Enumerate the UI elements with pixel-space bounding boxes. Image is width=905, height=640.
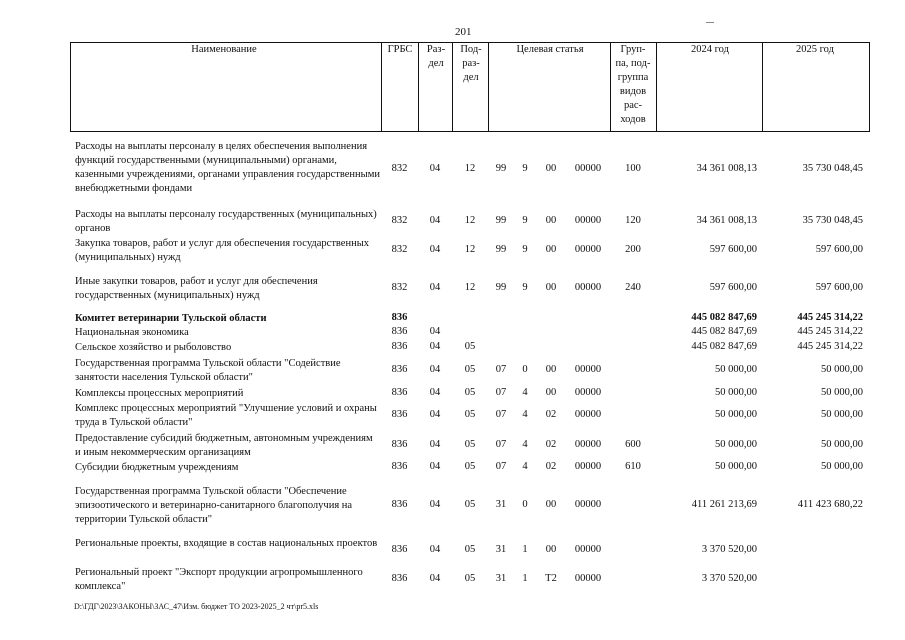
cell-grbs: 836 (391, 409, 408, 420)
cell-amount-2024: 445 082 847,69 (691, 341, 757, 352)
cell-razdel: 04 (429, 215, 441, 226)
cell-name: Закупка товаров, работ и услуг для обеспечения государственных (муниципальных) нужд (75, 238, 370, 263)
cell-amount-2024: 445 082 847,69 (691, 326, 757, 337)
cell-amount-2025: 35 730 048,45 (802, 215, 863, 226)
cell-podrazdel: 05 (464, 409, 476, 420)
table-row (0, 461, 905, 475)
cell-grbs: 832 (391, 282, 408, 293)
cell-name: Субсидии бюджетным учреждениям (75, 462, 239, 473)
cell-podrazdel: 05 (464, 364, 476, 375)
cell-expense-group: 600 (625, 439, 641, 450)
cell-target-event: 00 (545, 215, 557, 226)
cell-target-subprogram: 4 (522, 387, 528, 398)
cell-target-event: 00 (545, 364, 557, 375)
table-border-right (869, 42, 870, 131)
cell-target-subprogram: 1 (522, 544, 528, 555)
table-row (0, 357, 905, 385)
cell-podrazdel: 05 (464, 573, 476, 584)
cell-amount-2024: 50 000,00 (715, 364, 757, 375)
cell-target-direction: 00000 (574, 544, 602, 555)
col-divider (656, 42, 657, 131)
cell-target-program: 99 (495, 282, 507, 293)
table-row (0, 275, 905, 303)
header-target-article: Целевая статья (516, 44, 584, 55)
cell-razdel: 04 (429, 244, 441, 255)
cell-target-direction: 00000 (574, 215, 602, 226)
cell-podrazdel: 12 (464, 282, 476, 293)
cell-razdel: 04 (429, 341, 441, 352)
table-row (0, 566, 905, 594)
cell-podrazdel: 05 (464, 544, 476, 555)
cell-amount-2025: 445 245 314,22 (797, 341, 863, 352)
cell-razdel: 04 (429, 364, 441, 375)
cell-grbs: 836 (391, 573, 408, 584)
cell-amount-2025: 411 423 680,22 (797, 499, 863, 510)
cell-grbs: 836 (391, 312, 408, 323)
cell-target-event: 00 (545, 282, 557, 293)
cell-podrazdel: 05 (464, 439, 476, 450)
cell-amount-2025: 597 600,00 (815, 244, 863, 255)
cell-target-subprogram: 9 (522, 282, 528, 293)
cell-target-event: 00 (545, 244, 557, 255)
cell-expense-group: 610 (625, 461, 641, 472)
header-razdel: Раз- дел (426, 44, 446, 69)
cell-amount-2024: 50 000,00 (715, 409, 757, 420)
col-divider (452, 42, 453, 131)
cell-name: Государственная программа Тульской области "Обеспечение эпизоотического и ветеринарно-санитарного благополучия на территории Тульской области" (75, 486, 353, 525)
cell-target-direction: 00000 (574, 282, 602, 293)
cell-target-program: 31 (495, 573, 507, 584)
cell-podrazdel: 05 (464, 461, 476, 472)
cell-target-event: 02 (545, 409, 557, 420)
cell-razdel: 04 (429, 326, 441, 337)
cell-target-program: 07 (495, 364, 507, 375)
header-bottom-border (70, 131, 870, 132)
cell-amount-2025: 35 730 048,45 (802, 163, 863, 174)
table-row (0, 387, 905, 401)
cell-target-program: 07 (495, 461, 507, 472)
cell-target-program: 31 (495, 544, 507, 555)
cell-target-subprogram: 0 (522, 499, 528, 510)
page-number: 201 (455, 26, 472, 38)
header-grbs: ГРБС (387, 44, 413, 55)
cell-target-direction: 00000 (574, 387, 602, 398)
cell-expense-group: 120 (625, 215, 641, 226)
cell-target-direction: 00000 (574, 244, 602, 255)
cell-amount-2024: 3 370 520,00 (701, 544, 757, 555)
cell-razdel: 04 (429, 409, 441, 420)
stray-mark (706, 22, 714, 23)
cell-target-direction: 00000 (574, 364, 602, 375)
cell-name: Национальная экономика (75, 327, 189, 338)
cell-expense-group: 240 (625, 282, 641, 293)
cell-target-event: 00 (545, 163, 557, 174)
cell-target-subprogram: 4 (522, 409, 528, 420)
cell-target-direction: 00000 (574, 439, 602, 450)
header-year-2025: 2025 год (796, 44, 834, 55)
col-divider (381, 42, 382, 131)
cell-grbs: 836 (391, 341, 408, 352)
cell-grbs: 836 (391, 326, 408, 337)
cell-podrazdel: 05 (464, 387, 476, 398)
cell-expense-group: 100 (625, 163, 641, 174)
cell-target-event: 00 (545, 499, 557, 510)
cell-name: Комитет ветеринарии Тульской области (75, 313, 267, 324)
cell-grbs: 836 (391, 461, 408, 472)
cell-podrazdel: 05 (464, 499, 476, 510)
table-row (0, 402, 905, 430)
cell-grbs: 836 (391, 364, 408, 375)
cell-grbs: 836 (391, 499, 408, 510)
table-row (0, 237, 905, 265)
cell-target-direction: 00000 (574, 409, 602, 420)
table-row (0, 485, 905, 527)
cell-name: Комплекс процессных мероприятий "Улучшение условий и охраны труда в Тульской области" (75, 403, 377, 428)
header-name: Наименование (191, 44, 257, 55)
cell-target-program: 07 (495, 409, 507, 420)
cell-name: Сельское хозяйство и рыболовство (75, 342, 232, 353)
cell-amount-2025: 50 000,00 (821, 461, 863, 472)
cell-name: Государственная программа Тульской области "Содействие занятости населения Тульской области" (75, 358, 341, 383)
cell-razdel: 04 (429, 282, 441, 293)
table-row (0, 432, 905, 460)
file-path-footer: D:\ГДГ\2023\ЗАКОНЫ\ЗАС_47\Изм. бюджет ТО 2023-2025_2 чт\pr5.xls (74, 602, 319, 611)
cell-grbs: 836 (391, 439, 408, 450)
cell-grbs: 836 (391, 544, 408, 555)
cell-target-subprogram: 1 (522, 573, 528, 584)
cell-amount-2024: 34 361 008,13 (696, 215, 757, 226)
cell-grbs: 832 (391, 244, 408, 255)
cell-target-subprogram: 9 (522, 244, 528, 255)
cell-amount-2024: 445 082 847,69 (691, 312, 757, 323)
cell-target-direction: 00000 (574, 163, 602, 174)
cell-grbs: 832 (391, 163, 408, 174)
cell-target-direction: 00000 (574, 461, 602, 472)
cell-target-event: 02 (545, 439, 557, 450)
cell-amount-2024: 597 600,00 (709, 244, 757, 255)
col-divider (418, 42, 419, 131)
cell-name: Комплексы процессных мероприятий (75, 388, 244, 399)
cell-target-direction: 00000 (574, 573, 602, 584)
cell-name: Региональный проект "Экспорт продукции агропромышленного комплекса" (75, 567, 363, 592)
cell-grbs: 832 (391, 215, 408, 226)
cell-name: Расходы на выплаты персоналу государственных (муниципальных) органов (75, 209, 377, 234)
cell-amount-2024: 50 000,00 (715, 461, 757, 472)
cell-target-subprogram: 4 (522, 461, 528, 472)
cell-name: Расходы на выплаты персоналу в целях обеспечения выполнения функций государственными (муниципальными) органами, казенными учреждениями, органами управления государственными внебюджетными фондами (75, 141, 380, 194)
cell-razdel: 04 (429, 544, 441, 555)
cell-amount-2025: 445 245 314,22 (797, 326, 863, 337)
cell-podrazdel: 05 (464, 341, 476, 352)
cell-amount-2025: 597 600,00 (815, 282, 863, 293)
cell-target-event: 00 (545, 544, 557, 555)
cell-grbs: 836 (391, 387, 408, 398)
cell-target-direction: 00000 (574, 499, 602, 510)
cell-razdel: 04 (429, 439, 441, 450)
cell-target-subprogram: 9 (522, 163, 528, 174)
cell-amount-2024: 3 370 520,00 (701, 573, 757, 584)
table-row (0, 140, 905, 198)
col-divider (762, 42, 763, 131)
table-row (0, 341, 905, 355)
cell-razdel: 04 (429, 163, 441, 174)
cell-amount-2025: 50 000,00 (821, 387, 863, 398)
cell-razdel: 04 (429, 573, 441, 584)
cell-target-program: 99 (495, 215, 507, 226)
cell-target-program: 99 (495, 244, 507, 255)
cell-name: Иные закупки товаров, работ и услуг для обеспечения государственных (муниципальных) нужд (75, 276, 318, 301)
cell-target-subprogram: 4 (522, 439, 528, 450)
cell-name: Предоставление субсидий бюджетным, автономным учреждениям и иным некоммерческим организациям (75, 433, 373, 458)
cell-target-program: 31 (495, 499, 507, 510)
cell-target-event: 00 (545, 387, 557, 398)
header-expense-group: Груп- па, под- группа видов рас- ходов (615, 44, 651, 125)
cell-amount-2024: 34 361 008,13 (696, 163, 757, 174)
col-divider (488, 42, 489, 131)
cell-target-program: 07 (495, 439, 507, 450)
cell-amount-2025: 50 000,00 (821, 364, 863, 375)
cell-target-subprogram: 9 (522, 215, 528, 226)
cell-podrazdel: 12 (464, 163, 476, 174)
cell-amount-2024: 50 000,00 (715, 387, 757, 398)
header-year-2024: 2024 год (691, 44, 729, 55)
header-podrazdel: Под- раз- дел (460, 44, 482, 83)
table-row (0, 312, 905, 326)
cell-amount-2024: 411 261 213,69 (691, 499, 757, 510)
table-row (0, 208, 905, 236)
cell-razdel: 04 (429, 387, 441, 398)
cell-podrazdel: 12 (464, 244, 476, 255)
cell-amount-2024: 597 600,00 (709, 282, 757, 293)
cell-amount-2025: 50 000,00 (821, 409, 863, 420)
cell-razdel: 04 (429, 499, 441, 510)
table-row (0, 537, 905, 565)
cell-podrazdel: 12 (464, 215, 476, 226)
cell-amount-2024: 50 000,00 (715, 439, 757, 450)
cell-name: Региональные проекты, входящие в состав национальных проектов (75, 538, 378, 549)
table-row (0, 326, 905, 340)
cell-target-program: 07 (495, 387, 507, 398)
cell-amount-2025: 445 245 314,22 (797, 312, 863, 323)
cell-target-program: 99 (495, 163, 507, 174)
cell-target-event: 02 (545, 461, 557, 472)
cell-razdel: 04 (429, 461, 441, 472)
cell-target-subprogram: 0 (522, 364, 528, 375)
table-border-left (70, 42, 71, 131)
cell-amount-2025: 50 000,00 (821, 439, 863, 450)
cell-target-event: Т2 (545, 573, 557, 584)
cell-expense-group: 200 (625, 244, 641, 255)
